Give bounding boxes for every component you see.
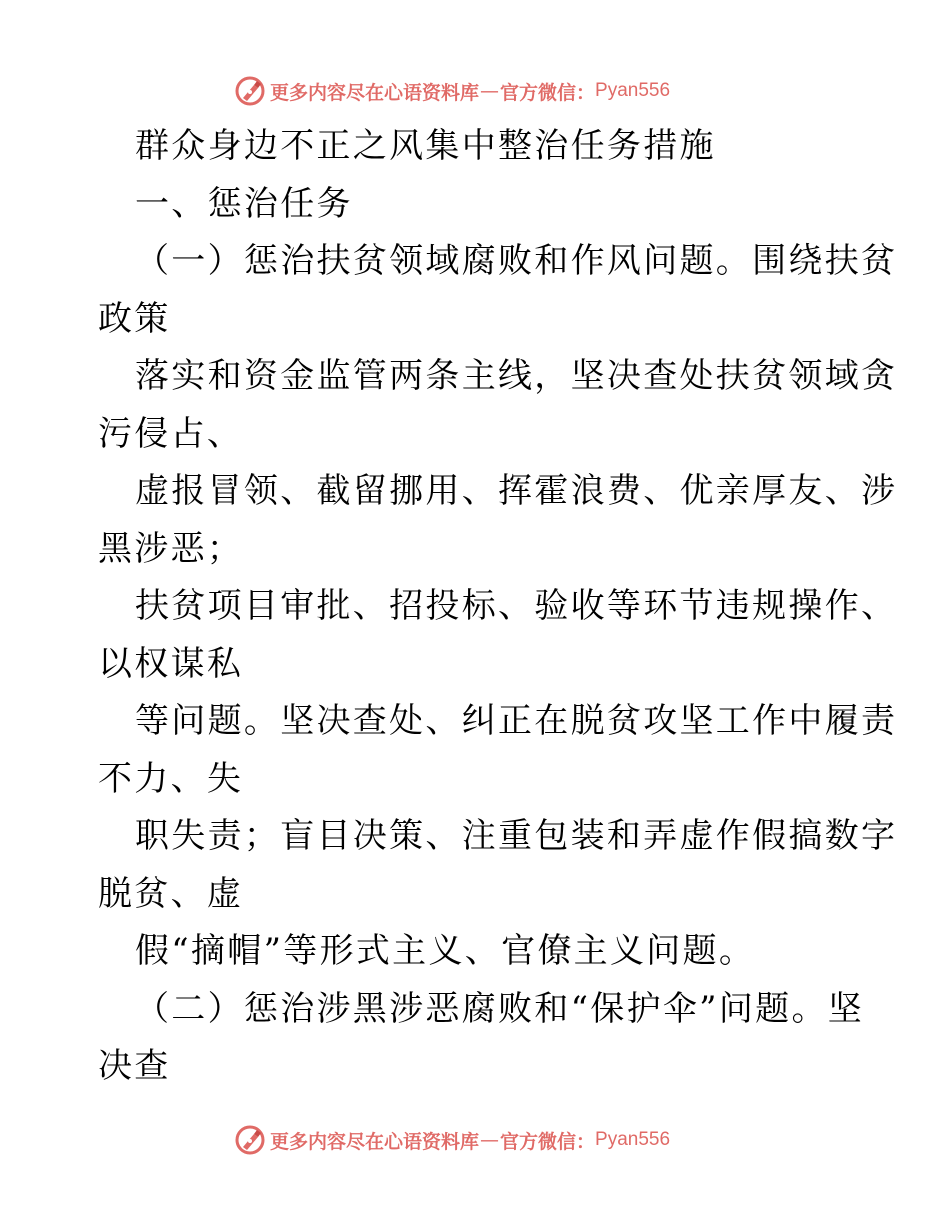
paragraph-line: 污侵占、 (98, 413, 244, 454)
watermark-side-text: 官方微信： (500, 1130, 596, 1153)
watermark-main-text: 更多内容尽在心语资料库 (270, 1130, 480, 1153)
paragraph-line: 以权谋私 (98, 643, 244, 684)
watermark-id: Pyan556 (595, 80, 671, 101)
watermark-id: Pyan556 (595, 1129, 671, 1150)
pen-logo-icon (234, 75, 266, 107)
paragraph-line: 政策 (98, 298, 171, 339)
paragraph-line: 扶贫项目审批、招投标、验收等环节违规操作、 (135, 586, 898, 626)
footer-watermark (234, 1122, 670, 1158)
paragraph-line: 不力、失 (98, 758, 244, 799)
watermark-dash: — (480, 1129, 500, 1151)
paragraph-line: 决查 (98, 1046, 171, 1086)
paragraph-line: 等问题。坚决查处、纠正在脱贫攻坚工作中履责 (135, 701, 898, 741)
watermark-main-text: 更多内容尽在心语资料库 (270, 81, 480, 104)
paragraph-line: 假“摘帽”等形式主义、官僚主义问题。 (135, 931, 756, 971)
paragraph-line: 黑涉恶； (98, 528, 244, 569)
paragraph-line: 脱贫、虚 (98, 873, 244, 914)
pen-logo-icon (234, 1124, 266, 1156)
paragraph-line: （二）惩治涉黑涉恶腐败和“保护伞”问题。坚 (135, 988, 865, 1029)
section-heading: 一、惩治任务 (135, 183, 353, 224)
header-watermark (234, 73, 670, 109)
document-body (98, 118, 898, 1096)
paragraph-line: 职失责；盲目决策、注重包装和弄虚作假搞数字 (135, 816, 898, 856)
paragraph-line: （一）惩治扶贫领域腐败和作风问题。围绕扶贫 (135, 241, 898, 281)
document-title: 群众身边不正之风集中整治任务措施 (135, 126, 716, 166)
paragraph-line: 虚报冒领、截留挪用、挥霍浪费、优亲厚友、涉 (135, 471, 898, 511)
paragraph-line: 落实和资金监管两条主线，坚决查处扶贫领域贪 (135, 356, 898, 396)
watermark-dash: — (480, 80, 500, 102)
watermark-side-text: 官方微信： (500, 81, 596, 104)
